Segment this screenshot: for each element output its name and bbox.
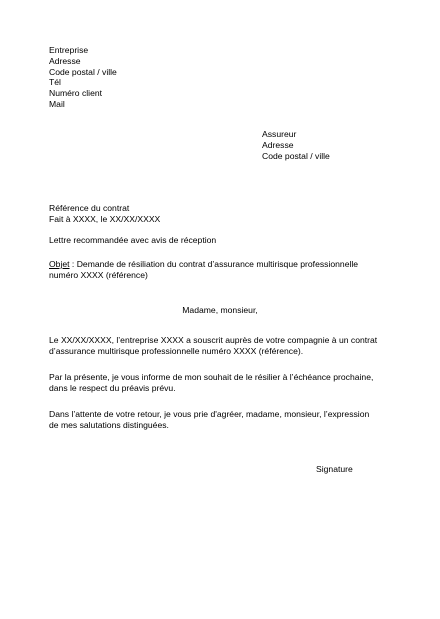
subject-label: Objet — [49, 259, 70, 269]
paragraph-1-line-1: Le XX/XX/XXXX, l’entreprise XXXX a souscrit auprès de votre compagnie à un contrat — [49, 335, 378, 345]
paragraph-3-line-2: de mes salutations distinguées. — [49, 419, 169, 430]
reference-block — [49, 203, 160, 225]
paragraph-1 — [49, 335, 377, 357]
sender-mail: Mail — [49, 98, 65, 109]
recipient-address: Adresse — [262, 139, 294, 150]
sender-phone: Tél — [49, 77, 61, 88]
subject-block — [49, 259, 358, 281]
signature-text: Signature — [316, 464, 353, 474]
signature-block — [316, 464, 353, 475]
paragraph-1-line-2: d’assurance multirisque professionnelle numéro XXXX (référence). — [49, 345, 304, 356]
sender-company: Entreprise — [49, 45, 89, 55]
recipient-postal-city: Code postal / ville — [262, 150, 330, 161]
paragraph-3 — [49, 409, 369, 431]
sender-block — [49, 45, 117, 110]
sender-client-number: Numéro client — [49, 88, 103, 99]
place-date: Fait à XXXX, le XX/XX/XXXX — [49, 213, 161, 224]
recipient-block — [262, 129, 330, 161]
subject-text: : Demande de résiliation du contrat d’assurance multirisque professionnelle — [69, 259, 359, 269]
sender-postal-city: Code postal / ville — [49, 66, 117, 77]
paragraph-2-line-1: Par la présente, je vous informe de mon souhait de le résilier à l’échéance prochaine, — [49, 372, 374, 382]
registered-mail-text: Lettre recommandée avec avis de réception — [49, 235, 217, 245]
paragraph-3-line-1: Dans l’attente de votre retour, je vous prie d'agréer, madame, monsieur, l’expression — [49, 409, 370, 419]
paragraph-2-line-2: dans le respect du préavis prévu. — [49, 382, 176, 393]
recipient-insurer: Assureur — [262, 129, 297, 139]
subject-line-1 — [49, 259, 358, 270]
subject-line-2: numéro XXXX (référence) — [49, 269, 148, 280]
paragraph-2 — [49, 372, 373, 394]
salutation — [0, 305, 440, 316]
registered-mail-line — [49, 235, 216, 246]
salutation-text: Madame, monsieur, — [182, 305, 258, 315]
contract-reference: Référence du contrat — [49, 203, 130, 213]
sender-address: Adresse — [49, 55, 81, 66]
